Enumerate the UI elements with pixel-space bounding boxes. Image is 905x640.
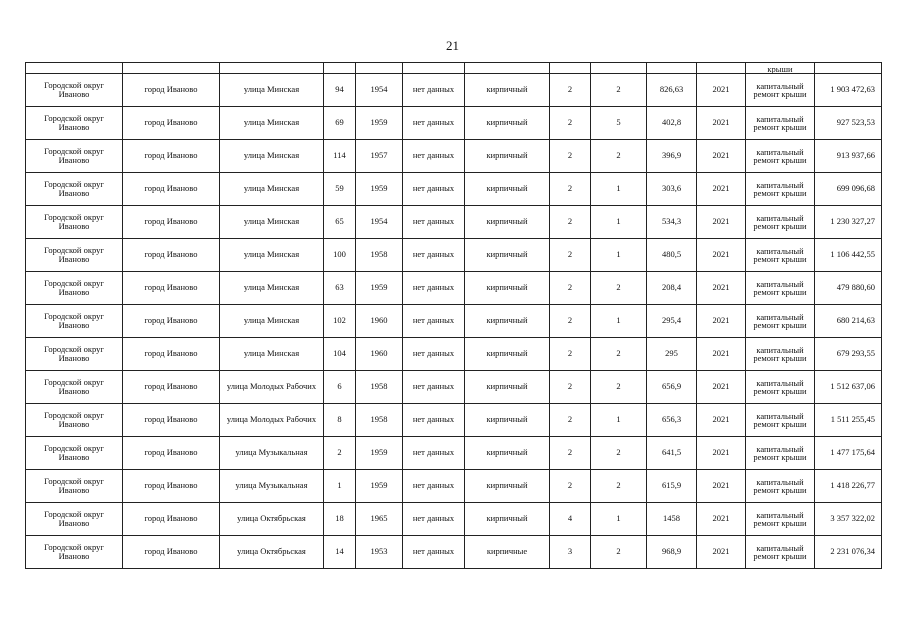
build-year-cell: 1958 [356,239,403,272]
table-row [26,239,882,272]
status-cell: нет данных [403,107,465,140]
floors-cell: 2 [550,107,591,140]
table-cell [697,63,746,74]
city-cell: город Иваново [123,338,220,371]
status-cell: нет данных [403,74,465,107]
wall-material-cell: кирпичный [465,239,550,272]
build-year-cell: 1960 [356,305,403,338]
area-cell: 295,4 [647,305,697,338]
floors-cell: 2 [550,239,591,272]
work-type-cell: капитальный ремонт крыши [746,272,815,305]
work-type-cell: капитальный ремонт крыши [746,173,815,206]
floors-cell: 2 [550,470,591,503]
build-year-cell: 1965 [356,503,403,536]
city-cell: город Иваново [123,107,220,140]
table-row-continuation [26,63,882,74]
work-type-cell: капитальный ремонт крыши [746,437,815,470]
street-cell: улица Минская [220,140,324,173]
table-row [26,173,882,206]
street-cell: улица Минская [220,74,324,107]
cost-cell: 1 418 226,77 [815,470,882,503]
municipality-cell: Городской округ Иваново [26,206,123,239]
municipality-cell: Городской округ Иваново [26,470,123,503]
plan-year-cell: 2021 [697,437,746,470]
city-cell: город Иваново [123,305,220,338]
work-type-cell: капитальный ремонт крыши [746,239,815,272]
city-cell: город Иваново [123,503,220,536]
municipality-cell: Городской округ Иваново [26,239,123,272]
city-cell: город Иваново [123,404,220,437]
cost-cell: 927 523,53 [815,107,882,140]
cost-cell: 2 231 076,34 [815,536,882,569]
build-year-cell: 1958 [356,371,403,404]
build-year-cell: 1954 [356,206,403,239]
city-cell: город Иваново [123,470,220,503]
table-cell [403,63,465,74]
house-number-cell: 8 [324,404,356,437]
floors-cell: 2 [550,437,591,470]
table-cell [324,63,356,74]
street-cell: улица Музыкальная [220,437,324,470]
cost-cell: 1 106 442,55 [815,239,882,272]
table-row [26,305,882,338]
table-row [26,470,882,503]
entrances-cell: 1 [591,206,647,239]
house-number-cell: 94 [324,74,356,107]
entrances-cell: 2 [591,74,647,107]
area-cell: 402,8 [647,107,697,140]
cost-cell: 1 512 637,06 [815,371,882,404]
area-cell: 615,9 [647,470,697,503]
plan-year-cell: 2021 [697,503,746,536]
build-year-cell: 1954 [356,74,403,107]
house-number-cell: 69 [324,107,356,140]
entrances-cell: 2 [591,536,647,569]
plan-year-cell: 2021 [697,338,746,371]
work-type-cell: капитальный ремонт крыши [746,305,815,338]
street-cell: улица Минская [220,239,324,272]
wall-material-cell: кирпичный [465,305,550,338]
municipality-cell: Городской округ Иваново [26,107,123,140]
table-row [26,371,882,404]
work-type-cell: капитальный ремонт крыши [746,206,815,239]
table-cell [591,63,647,74]
municipality-cell: Городской округ Иваново [26,437,123,470]
cost-cell: 1 903 472,63 [815,74,882,107]
street-cell: улица Минская [220,272,324,305]
house-number-cell: 1 [324,470,356,503]
entrances-cell: 1 [591,173,647,206]
municipality-cell: Городской округ Иваново [26,503,123,536]
area-cell: 303,6 [647,173,697,206]
city-cell: город Иваново [123,437,220,470]
area-cell: 396,9 [647,140,697,173]
city-cell: город Иваново [123,371,220,404]
entrances-cell: 2 [591,272,647,305]
municipality-cell: Городской округ Иваново [26,140,123,173]
house-number-cell: 114 [324,140,356,173]
entrances-cell: 2 [591,437,647,470]
status-cell: нет данных [403,536,465,569]
build-year-cell: 1959 [356,470,403,503]
area-cell: 480,5 [647,239,697,272]
street-cell: улица Минская [220,173,324,206]
entrances-cell: 1 [591,404,647,437]
city-cell: город Иваново [123,74,220,107]
area-cell: 968,9 [647,536,697,569]
entrances-cell: 1 [591,503,647,536]
floors-cell: 2 [550,173,591,206]
status-cell: нет данных [403,470,465,503]
table-cell [550,63,591,74]
municipality-cell: Городской округ Иваново [26,404,123,437]
city-cell: город Иваново [123,140,220,173]
municipality-cell: Городской округ Иваново [26,305,123,338]
table-row [26,503,882,536]
build-year-cell: 1959 [356,272,403,305]
house-number-cell: 100 [324,239,356,272]
work-type-cell: капитальный ремонт крыши [746,140,815,173]
area-cell: 826,63 [647,74,697,107]
cost-cell: 679 293,55 [815,338,882,371]
house-number-cell: 18 [324,503,356,536]
floors-cell: 4 [550,503,591,536]
area-cell: 656,3 [647,404,697,437]
entrances-cell: 1 [591,239,647,272]
status-cell: нет данных [403,404,465,437]
municipality-cell: Городской округ Иваново [26,371,123,404]
table-row [26,74,882,107]
status-cell: нет данных [403,503,465,536]
house-number-cell: 59 [324,173,356,206]
street-cell: улица Молодых Рабочих [220,404,324,437]
table-row [26,536,882,569]
table-cell [356,63,403,74]
work-type-cell: капитальный ремонт крыши [746,107,815,140]
plan-year-cell: 2021 [697,239,746,272]
entrances-cell: 2 [591,371,647,404]
cost-cell: 699 096,68 [815,173,882,206]
floors-cell: 2 [550,140,591,173]
wall-material-cell: кирпичный [465,272,550,305]
area-cell: 534,3 [647,206,697,239]
status-cell: нет данных [403,437,465,470]
plan-year-cell: 2021 [697,272,746,305]
work-type-cell: капитальный ремонт крыши [746,536,815,569]
wall-material-cell: кирпичный [465,140,550,173]
entrances-cell: 2 [591,140,647,173]
build-year-cell: 1953 [356,536,403,569]
floors-cell: 2 [550,272,591,305]
wall-material-cell: кирпичный [465,371,550,404]
build-year-cell: 1958 [356,404,403,437]
cost-cell: 1 230 327,27 [815,206,882,239]
wall-material-cell: кирпичный [465,470,550,503]
table-row [26,206,882,239]
plan-year-cell: 2021 [697,140,746,173]
street-cell: улица Минская [220,338,324,371]
house-number-cell: 14 [324,536,356,569]
wall-material-cell: кирпичный [465,206,550,239]
cost-cell: 1 477 175,64 [815,437,882,470]
table-cell [26,63,123,74]
city-cell: город Иваново [123,239,220,272]
plan-year-cell: 2021 [697,470,746,503]
work-type-cell: капитальный ремонт крыши [746,338,815,371]
house-number-cell: 102 [324,305,356,338]
build-year-cell: 1960 [356,338,403,371]
build-year-cell: 1959 [356,437,403,470]
table-row [26,404,882,437]
municipality-cell: Городской округ Иваново [26,536,123,569]
page-number: 21 [446,38,459,53]
status-cell: нет данных [403,173,465,206]
work-type-cell: капитальный ремонт крыши [746,74,815,107]
street-cell: улица Молодых Рабочих [220,371,324,404]
city-cell: город Иваново [123,173,220,206]
work-type-cell: капитальный ремонт крыши [746,371,815,404]
status-cell: нет данных [403,239,465,272]
plan-year-cell: 2021 [697,305,746,338]
street-cell: улица Музыкальная [220,470,324,503]
status-cell: нет данных [403,305,465,338]
table-cell [815,63,882,74]
municipality-cell: Городской округ Иваново [26,338,123,371]
municipality-cell: Городской округ Иваново [26,173,123,206]
status-cell: нет данных [403,206,465,239]
housing-repair-table [25,62,882,569]
table-cell [220,63,324,74]
municipality-cell: Городской округ Иваново [26,74,123,107]
status-cell: нет данных [403,272,465,305]
wall-material-cell: кирпичный [465,503,550,536]
plan-year-cell: 2021 [697,536,746,569]
wall-material-cell: кирпичный [465,74,550,107]
table-cell [647,63,697,74]
street-cell: улица Октябрьская [220,503,324,536]
floors-cell: 2 [550,74,591,107]
table-cell [465,63,550,74]
plan-year-cell: 2021 [697,404,746,437]
cost-cell: 479 880,60 [815,272,882,305]
area-cell: 641,5 [647,437,697,470]
street-cell: улица Октябрьская [220,536,324,569]
municipality-cell: Городской округ Иваново [26,272,123,305]
plan-year-cell: 2021 [697,206,746,239]
status-cell: нет данных [403,140,465,173]
city-cell: город Иваново [123,272,220,305]
plan-year-cell: 2021 [697,107,746,140]
entrances-cell: 5 [591,107,647,140]
floors-cell: 3 [550,536,591,569]
floors-cell: 2 [550,305,591,338]
entrances-cell: 1 [591,305,647,338]
house-number-cell: 6 [324,371,356,404]
entrances-cell: 2 [591,338,647,371]
plan-year-cell: 2021 [697,371,746,404]
entrances-cell: 2 [591,470,647,503]
floors-cell: 2 [550,404,591,437]
house-number-cell: 65 [324,206,356,239]
work-type-fragment: крыши [746,63,815,74]
cost-cell: 680 214,63 [815,305,882,338]
cost-cell: 3 357 322,02 [815,503,882,536]
wall-material-cell: кирпичный [465,437,550,470]
house-number-cell: 2 [324,437,356,470]
floors-cell: 2 [550,371,591,404]
cost-cell: 1 511 255,45 [815,404,882,437]
area-cell: 1458 [647,503,697,536]
street-cell: улица Минская [220,107,324,140]
wall-material-cell: кирпичный [465,404,550,437]
table-row [26,140,882,173]
table-row [26,107,882,140]
floors-cell: 2 [550,206,591,239]
cost-cell: 913 937,66 [815,140,882,173]
plan-year-cell: 2021 [697,74,746,107]
work-type-cell: капитальный ремонт крыши [746,470,815,503]
table-row [26,338,882,371]
build-year-cell: 1959 [356,107,403,140]
table-row [26,272,882,305]
work-type-cell: капитальный ремонт крыши [746,503,815,536]
status-cell: нет данных [403,371,465,404]
table-row [26,437,882,470]
area-cell: 656,9 [647,371,697,404]
street-cell: улица Минская [220,206,324,239]
area-cell: 208,4 [647,272,697,305]
wall-material-cell: кирпичный [465,173,550,206]
build-year-cell: 1957 [356,140,403,173]
work-type-cell: капитальный ремонт крыши [746,404,815,437]
city-cell: город Иваново [123,206,220,239]
wall-material-cell: кирпичный [465,107,550,140]
street-cell: улица Минская [220,305,324,338]
house-number-cell: 104 [324,338,356,371]
wall-material-cell: кирпичные [465,536,550,569]
table-cell [123,63,220,74]
wall-material-cell: кирпичный [465,338,550,371]
floors-cell: 2 [550,338,591,371]
area-cell: 295 [647,338,697,371]
city-cell: город Иваново [123,536,220,569]
plan-year-cell: 2021 [697,173,746,206]
status-cell: нет данных [403,338,465,371]
build-year-cell: 1959 [356,173,403,206]
house-number-cell: 63 [324,272,356,305]
